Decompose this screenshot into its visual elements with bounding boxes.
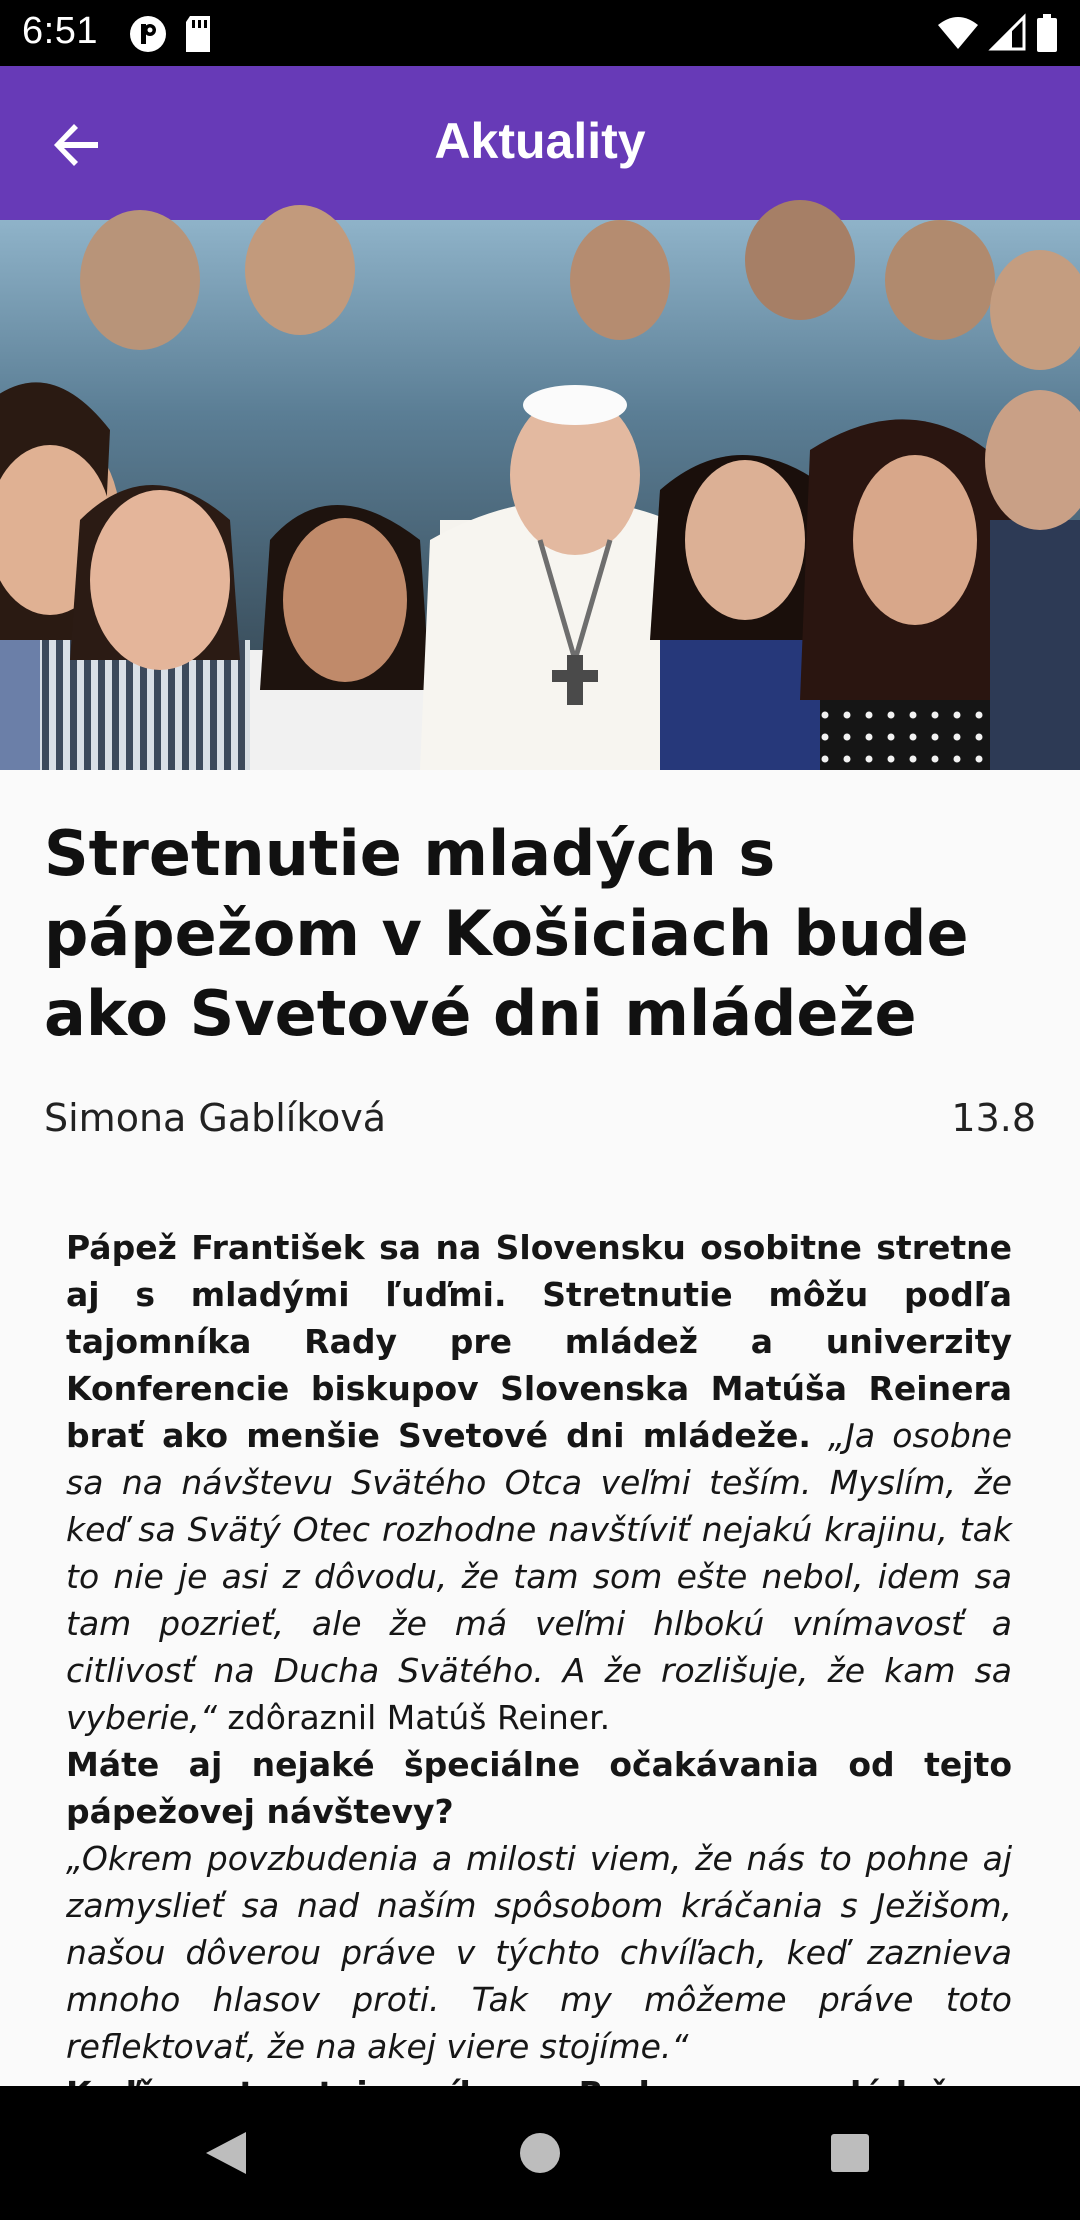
article-date: 13.8 (951, 1096, 1036, 1140)
attribution-text: zdôraznil Matúš Reiner. (216, 1698, 611, 1737)
article-hero-image (0, 220, 1080, 770)
article-author: Simona Gablíková (44, 1096, 387, 1140)
status-right-icons (936, 14, 1058, 52)
quote-italic-text: „Ja osobne sa na návštevu Svätého Otca veľmi teším. Myslím, že keď sa Svätý Otec rozhodne navštíviť nejakú krajinu, tak to nie je asi z dôvodu, že tam som ešte nebol, idem sa tam pozrieť, ale že má veľmi hlbokú vnímavosť a citlivosť na Ducha Svätého. A že rozlišuje, že kam sa vyberie,“ (66, 1416, 1012, 1737)
status-bar (0, 0, 1080, 66)
wifi-icon (936, 15, 980, 51)
back-triangle-icon (204, 2130, 248, 2176)
nav-home-button[interactable] (480, 2086, 600, 2220)
article-meta (44, 1096, 1036, 1148)
question-text: Máte aj nejaké špeciálne očakávania od tejto pápežovej návštevy? (66, 1745, 1012, 1831)
answer-text: „Okrem povzbudenia a milosti viem, že nás to pohne aj zamyslieť sa nad naším spôsobom kráčania s Ježišom, našou dôverou práve v týchto chvíľach, keď zaznieva mnoho hlasov proti. Tak my môžeme práve toto reflektovať, že na akej viere stojíme.“ (66, 1839, 1012, 2066)
body-paragraph (66, 1224, 1012, 1741)
article-content (0, 770, 1080, 2086)
app-bar (0, 66, 1080, 220)
app-title: Aktuality (434, 113, 646, 169)
sd-card-icon (182, 14, 214, 54)
system-nav-bar (0, 2086, 1080, 2220)
status-left-icons (128, 14, 214, 54)
article-title: Stretnutie mladých s pápežom v Košiciach bude ako Svetové dni mládeže (44, 817, 969, 1050)
signal-icon (990, 15, 1026, 51)
hero-photo (0, 220, 1080, 770)
lead-bold-text: Pápež František sa na Slovensku osobitne stretne aj s mladými ľuďmi. Stretnutie môžu podľa tajomníka Rady pre mládež a univerzity Konferencie biskupov Slovenska Matúša Reinera brať ako menšie Svetové dni mládeže. (66, 1228, 1012, 1455)
nav-recents-button[interactable] (790, 2086, 910, 2220)
status-time: 6:51 (22, 10, 98, 52)
recents-square-icon (830, 2133, 870, 2173)
circle-p-icon (128, 14, 168, 54)
battery-icon (1036, 14, 1058, 52)
nav-back-button[interactable] (166, 2086, 286, 2220)
article-body (66, 1224, 1012, 2211)
home-circle-icon (519, 2132, 561, 2174)
